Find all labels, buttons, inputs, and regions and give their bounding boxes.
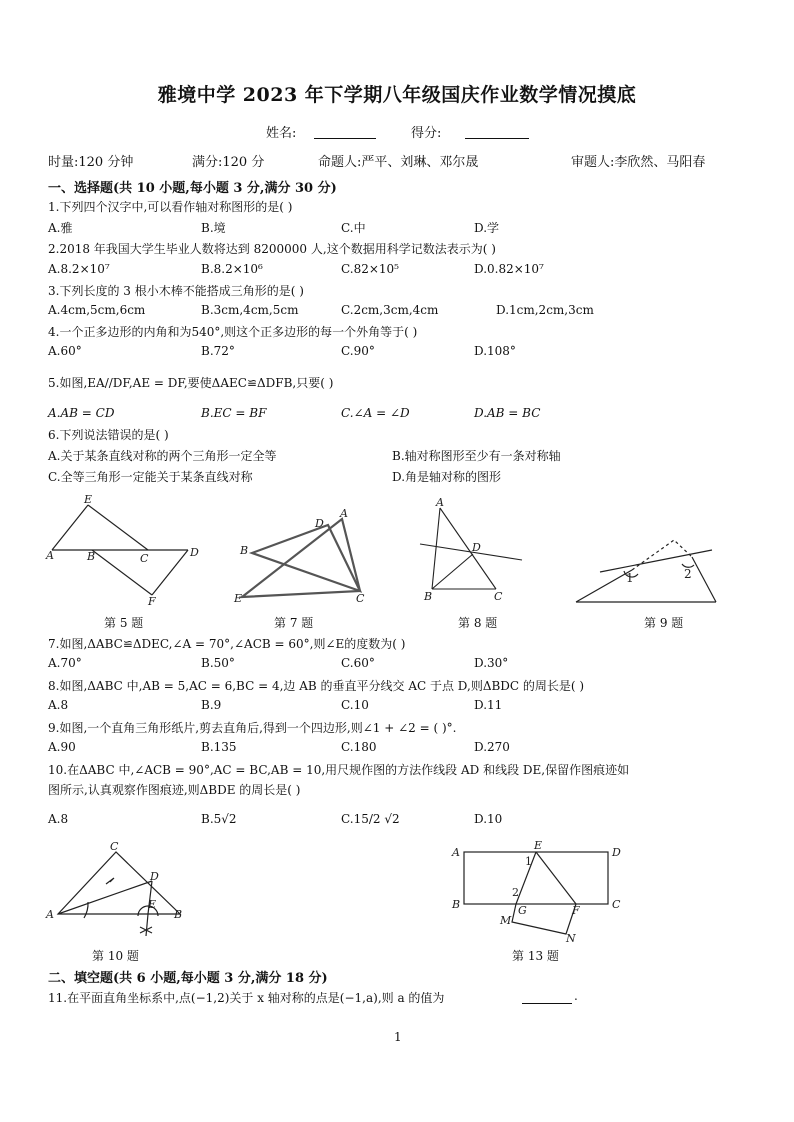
svg-text:C: C bbox=[140, 552, 149, 565]
q3-stem: 3.下列长度的 3 根小木棒不能搭成三角形的是( ) bbox=[48, 284, 304, 298]
svg-text:A: A bbox=[46, 908, 54, 921]
q1-stem: 1.下列四个汉字中,可以看作轴对称图形的是( ) bbox=[48, 200, 293, 214]
svg-text:1: 1 bbox=[626, 571, 634, 585]
q11-stem: 11.在平面直角坐标系中,点(−1,2)关于 x 轴对称的点是(−1,a),则 a 的值为 bbox=[48, 991, 445, 1005]
score-blank[interactable] bbox=[465, 124, 529, 139]
q3-option-d[interactable]: D.1cm,2cm,3cm bbox=[496, 303, 594, 317]
caption-q13: 第 13 题 bbox=[512, 949, 559, 963]
q11-period: . bbox=[574, 989, 578, 1003]
svg-text:C: C bbox=[356, 592, 365, 605]
q4-stem: 4.一个正多边形的内角和为540°,则这个正多边形的每一个外角等于( ) bbox=[48, 325, 418, 339]
svg-text:D: D bbox=[150, 870, 159, 883]
q7-option-b[interactable]: B.50° bbox=[201, 656, 235, 670]
q8-option-b[interactable]: B.9 bbox=[201, 698, 222, 712]
q10-stem-line1: 10.在ΔABC 中,∠ACB = 90°,AC = BC,AB = 10,用尺规作图的方法作线段 AD 和线段 DE,保留作图痕迹如 bbox=[48, 763, 630, 777]
q2-option-b[interactable]: B.8.2×10⁶ bbox=[201, 262, 263, 276]
caption-q5: 第 5 题 bbox=[104, 616, 144, 630]
svg-text:2: 2 bbox=[684, 567, 692, 581]
svg-text:B: B bbox=[452, 898, 461, 911]
svg-text:E: E bbox=[148, 898, 157, 911]
figure-q9 bbox=[570, 530, 722, 608]
q7-option-c[interactable]: C.60° bbox=[341, 656, 375, 670]
q10-stem-line2: 图所示,认真观察作图痕迹,则ΔBDE 的周长是( ) bbox=[48, 783, 301, 797]
figure-q10 bbox=[44, 838, 194, 942]
svg-text:E: E bbox=[84, 493, 93, 506]
q2-stem: 2.2018 年我国大学生毕业人数将达到 8200000 人,这个数据用科学记数法表示为( ) bbox=[48, 242, 496, 256]
q10-option-a[interactable]: A.8 bbox=[48, 812, 69, 826]
caption-q10: 第 10 题 bbox=[92, 949, 139, 963]
q9-option-a[interactable]: A.90 bbox=[48, 740, 76, 754]
section1-heading: 一、选择题(共 10 小题,每小题 3 分,满分 30 分) bbox=[48, 181, 337, 196]
q10-option-b[interactable]: B.5√2 bbox=[201, 812, 237, 826]
q4-option-d[interactable]: D.108° bbox=[474, 344, 516, 358]
q8-option-d[interactable]: D.11 bbox=[474, 698, 503, 712]
name-blank[interactable] bbox=[314, 124, 376, 139]
q2-option-c[interactable]: C.82×10⁵ bbox=[341, 262, 399, 276]
svg-text:F: F bbox=[148, 595, 156, 608]
page-number: 1 bbox=[394, 1030, 402, 1044]
q6-option-c[interactable]: C.全等三角形一定能关于某条直线对称 bbox=[48, 470, 253, 484]
svg-text:B: B bbox=[87, 550, 96, 563]
svg-text:F: F bbox=[572, 904, 580, 917]
svg-text:E: E bbox=[534, 839, 543, 852]
q2-option-d[interactable]: D.0.82×10⁷ bbox=[474, 262, 544, 276]
q9-option-b[interactable]: B.135 bbox=[201, 740, 237, 754]
q9-option-c[interactable]: C.180 bbox=[341, 740, 377, 754]
q3-option-c[interactable]: C.2cm,3cm,4cm bbox=[341, 303, 439, 317]
svg-text:N: N bbox=[566, 932, 576, 945]
q4-option-b[interactable]: B.72° bbox=[201, 344, 235, 358]
q5-stem: 5.如图,EA//DF,AE = DF,要使ΔAEC≌ΔDFB,只要( ) bbox=[48, 376, 334, 390]
svg-text:D: D bbox=[612, 846, 621, 859]
svg-text:B: B bbox=[240, 544, 249, 557]
q11-answer-blank[interactable] bbox=[522, 990, 572, 1004]
q1-option-a[interactable]: A.雅 bbox=[48, 221, 73, 235]
q2-option-a[interactable]: A.8.2×10⁷ bbox=[48, 262, 110, 276]
author-info: 命题人:严平、刘琳、邓尔晟 bbox=[318, 155, 479, 170]
q5-option-d[interactable]: D.AB = BC bbox=[474, 406, 541, 420]
figure-q8 bbox=[412, 494, 530, 606]
caption-q8: 第 8 题 bbox=[458, 616, 498, 630]
svg-text:D: D bbox=[472, 541, 481, 554]
svg-text:A: A bbox=[452, 846, 460, 859]
figure-q13 bbox=[448, 838, 632, 946]
q9-option-d[interactable]: D.270 bbox=[474, 740, 510, 754]
svg-text:A: A bbox=[46, 549, 54, 562]
svg-text:D: D bbox=[315, 517, 324, 530]
q4-option-c[interactable]: C.90° bbox=[341, 344, 375, 358]
svg-text:C: C bbox=[494, 590, 503, 603]
svg-text:B: B bbox=[424, 590, 433, 603]
q1-option-c[interactable]: C.中 bbox=[341, 221, 366, 235]
svg-text:M: M bbox=[500, 914, 512, 927]
svg-text:2: 2 bbox=[512, 886, 519, 899]
svg-text:A: A bbox=[436, 496, 444, 509]
exam-title: 雅境中学 2023 年下学期八年级国庆作业数学情况摸底 bbox=[157, 84, 637, 106]
svg-text:A: A bbox=[340, 507, 348, 520]
q8-stem: 8.如图,ΔABC 中,AB = 5,AC = 6,BC = 4,边 AB 的垂直平分线交 AC 于点 D,则ΔBDC 的周长是( ) bbox=[48, 679, 585, 693]
q10-option-d[interactable]: D.10 bbox=[474, 812, 503, 826]
name-label: 姓名: bbox=[266, 126, 297, 141]
q1-option-b[interactable]: B.境 bbox=[201, 221, 226, 235]
q7-option-a[interactable]: A.70° bbox=[48, 656, 82, 670]
q8-option-c[interactable]: C.10 bbox=[341, 698, 369, 712]
time-info: 时量:120 分钟 bbox=[48, 155, 134, 170]
svg-text:D: D bbox=[190, 546, 199, 559]
svg-text:G: G bbox=[518, 904, 527, 917]
q6-stem: 6.下列说法错误的是( ) bbox=[48, 428, 169, 442]
q6-option-b[interactable]: B.轴对称图形至少有一条对称轴 bbox=[392, 449, 561, 463]
q4-option-a[interactable]: A.60° bbox=[48, 344, 82, 358]
q9-stem: 9.如图,一个直角三角形纸片,剪去直角后,得到一个四边形,则∠1 + ∠2 = ( )°. bbox=[48, 721, 457, 735]
score-label: 得分: bbox=[411, 126, 442, 141]
q7-stem: 7.如图,ΔABC≌ΔDEC,∠A = 70°,∠ACB = 60°,则∠E的度数为( ) bbox=[48, 637, 406, 651]
svg-text:1: 1 bbox=[525, 855, 532, 868]
q7-option-d[interactable]: D.30° bbox=[474, 656, 509, 670]
q6-option-d[interactable]: D.角是轴对称的图形 bbox=[392, 470, 502, 484]
svg-text:C: C bbox=[110, 840, 119, 853]
full-score-info: 满分:120 分 bbox=[192, 155, 265, 170]
q3-option-b[interactable]: B.3cm,4cm,5cm bbox=[201, 303, 299, 317]
q6-option-a[interactable]: A.关于某条直线对称的两个三角形一定全等 bbox=[48, 449, 277, 463]
q5-option-a[interactable]: A.AB = CD bbox=[48, 406, 115, 420]
q1-option-d[interactable]: D.学 bbox=[474, 221, 500, 235]
section2-heading: 二、填空题(共 6 小题,每小题 3 分,满分 18 分) bbox=[48, 971, 328, 986]
svg-text:C: C bbox=[612, 898, 621, 911]
q10-option-c[interactable]: C.15/2 √2 bbox=[341, 812, 400, 826]
q3-option-a[interactable]: A.4cm,5cm,6cm bbox=[48, 303, 146, 317]
figure-q5 bbox=[40, 492, 210, 608]
q8-option-a[interactable]: A.8 bbox=[48, 698, 69, 712]
caption-q9: 第 9 题 bbox=[644, 616, 684, 630]
reviewer-info: 审题人:李欣然、马阳春 bbox=[571, 155, 706, 170]
caption-q7: 第 7 题 bbox=[274, 616, 314, 630]
q5-option-b[interactable]: B.EC = BF bbox=[201, 406, 267, 420]
q5-option-c[interactable]: C.∠A = ∠D bbox=[341, 406, 410, 420]
figure-q7 bbox=[232, 505, 382, 607]
svg-text:B: B bbox=[174, 908, 183, 921]
svg-text:E: E bbox=[234, 592, 243, 605]
